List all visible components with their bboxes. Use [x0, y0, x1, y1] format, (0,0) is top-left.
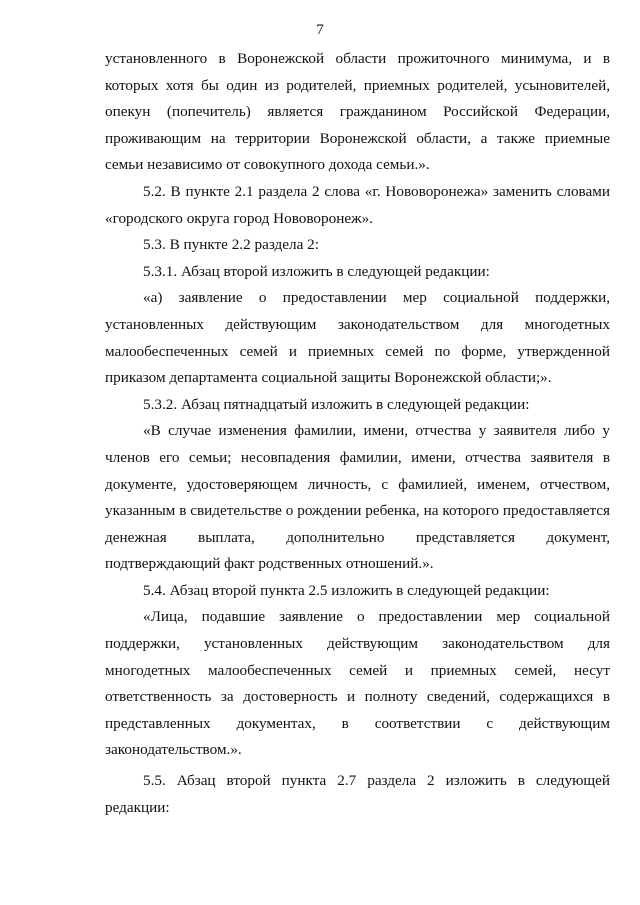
paragraph-5-2: 5.2. В пункте 2.1 раздела 2 слова «г. Нововоронежа» заменить словами «городского округа город Нововоронеж». — [105, 182, 610, 227]
paragraph-5-3-2: 5.3.2. Абзац пятнадцатый изложить в следующей редакции: — [143, 395, 530, 413]
paragraph-5-3-1: 5.3.1. Абзац второй изложить в следующей редакции: — [143, 262, 490, 280]
paragraph-5-4-text: «Лица, подавшие заявление о предоставлении мер социальной поддержки, установленных действующим законодательством для многодетных малообеспеченных семей и приемных семей, несут ответственность за достоверность и полноту сведений, содержащихся в представленных документах, в соответствии с действующим законодательством.». — [105, 608, 610, 759]
document-body — [105, 46, 610, 821]
paragraph-continuation: установленного в Воронежской области прожиточного минимума, и в которых хотя бы один из родителей, приемных родителей, усыновителей, опекун (попечитель) является гражданином Российской Федерации, проживающим на территории Воронежской области, а также приемные семьи независимо от совокупного дохода семьи.». — [105, 50, 610, 174]
paragraph-5-3-2-text: «В случае изменения фамилии, имени, отчества у заявителя либо у членов его семьи; несовпадения фамилии, имени, отчества заявителя в документе, удостоверяющем личность, с фамилией, именем, отчеством, указанным в свидетельстве о рождении ребенка, на которого предоставляется денежная выплата, дополнительно представляется документ, подтверждающий факт родственных отношений.». — [105, 422, 610, 573]
paragraph-5-5: 5.5. Абзац второй пункта 2.7 раздела 2 изложить в следующей редакции: — [105, 772, 610, 816]
paragraph-5-3-1-text: «а) заявление о предоставлении мер социальной поддержки, установленных действующим законодательством для многодетных малообеспеченных семей и приемных семей по форме, утвержденной приказом департамента социальной защиты Воронежской области;». — [105, 289, 610, 387]
paragraph-5-3: 5.3. В пункте 2.2 раздела 2: — [143, 236, 319, 254]
paragraph-5-4: 5.4. Абзац второй пункта 2.5 изложить в следующей редакции: — [143, 581, 550, 599]
page-number: 7 — [316, 22, 324, 38]
